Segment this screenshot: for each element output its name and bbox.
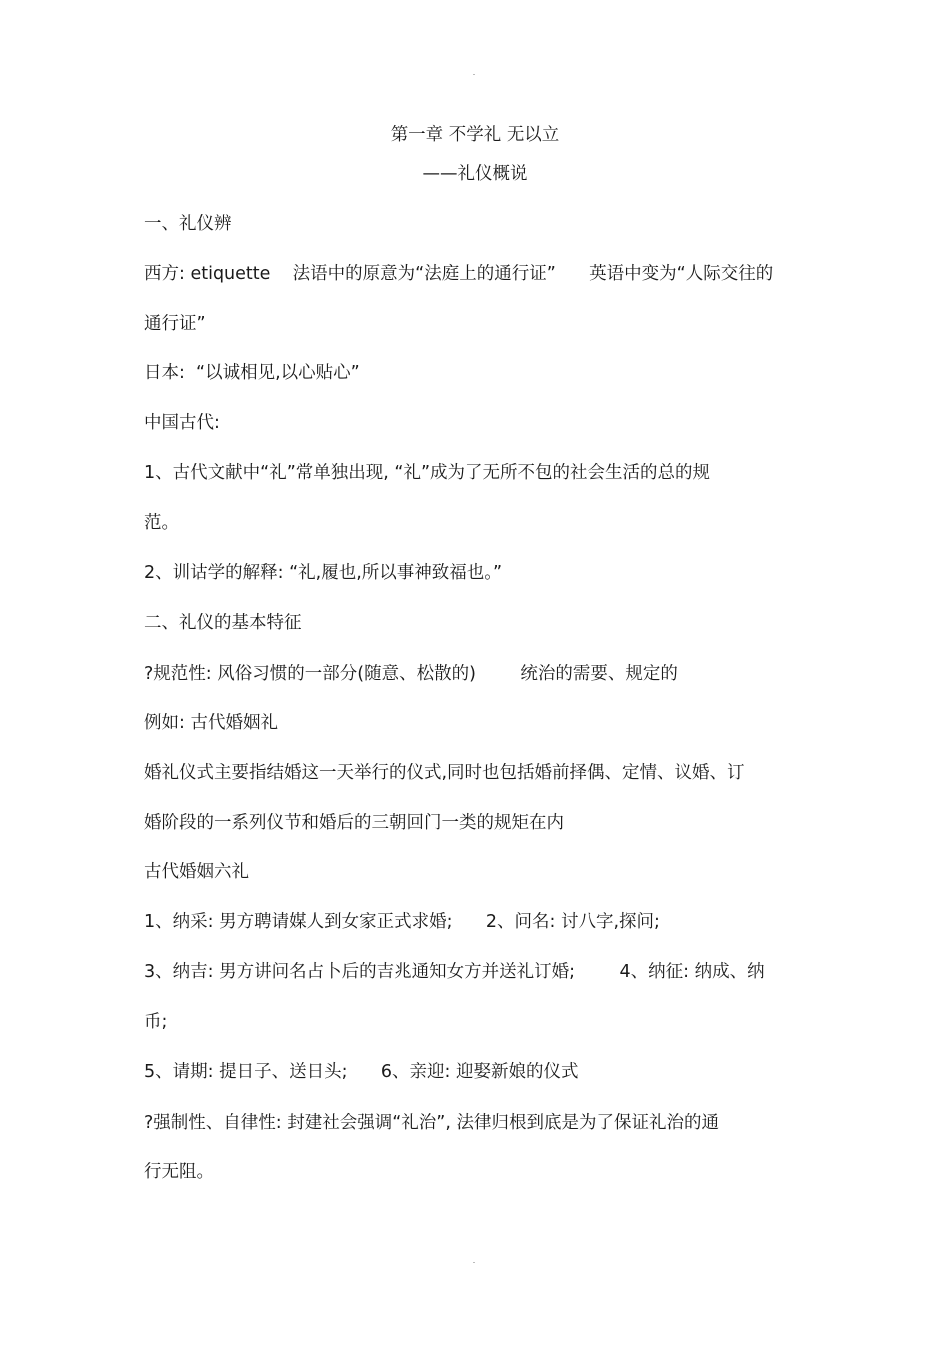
- paragraph-line: 例如: 古代婚姻礼: [144, 713, 278, 733]
- paragraph-line: 3、纳吉: 男方讲问名占卜后的吉兆通知女方并送礼订婚; 4、纳征: 纳成、纳: [144, 962, 765, 982]
- page-mark-bottom: [473, 1262, 475, 1263]
- paragraph-line: ?强制性、自律性: 封建社会强调“礼治”, 法律归根到底是为了保证礼治的通: [144, 1113, 720, 1133]
- paragraph-line: ?规范性: 风俗习惯的一部分(随意、松散的) 统治的需要、规定的: [144, 664, 678, 684]
- paragraph-line: 日本: “以诚相见,以心贴心”: [144, 363, 360, 383]
- paragraph-line: 币;: [144, 1012, 168, 1032]
- paragraph-line: 1、纳采: 男方聘请媒人到女家正式求婚; 2、问名: 讨八字,探问;: [144, 912, 660, 932]
- section-heading-2: 二、礼仪的基本特征: [144, 613, 302, 633]
- paragraph-line: 西方: etiquette 法语中的原意为“法庭上的通行证” 英语中变为“人际交往的: [144, 264, 774, 284]
- paragraph-line: 通行证”: [144, 314, 206, 334]
- chapter-title: 第一章 不学礼 无以立: [390, 125, 560, 145]
- paragraph-line: 古代婚姻六礼: [144, 862, 249, 882]
- page-mark-top: [473, 74, 475, 75]
- paragraph-line: 1、古代文献中“礼”常单独出现, “礼”成为了无所不包的社会生活的总的规: [144, 463, 711, 483]
- paragraph-line: 范。: [144, 513, 179, 533]
- paragraph-line: 中国古代:: [144, 413, 220, 433]
- paragraph-line: 婚阶段的一系列仪节和婚后的三朝回门一类的规矩在内: [144, 813, 564, 833]
- paragraph-line: 2、训诂学的解释: “礼,履也,所以事神致福也。”: [144, 563, 503, 583]
- paragraph-line: 5、请期: 提日子、送日头; 6、亲迎: 迎娶新娘的仪式: [144, 1062, 579, 1082]
- paragraph-line: 婚礼仪式主要指结婚这一天举行的仪式,同时也包括婚前择偶、定情、议婚、订: [144, 763, 745, 783]
- chapter-subtitle: ——礼仪概说: [422, 164, 528, 184]
- paragraph-line: 行无阻。: [144, 1162, 214, 1182]
- section-heading-1: 一、礼仪辨: [144, 214, 232, 234]
